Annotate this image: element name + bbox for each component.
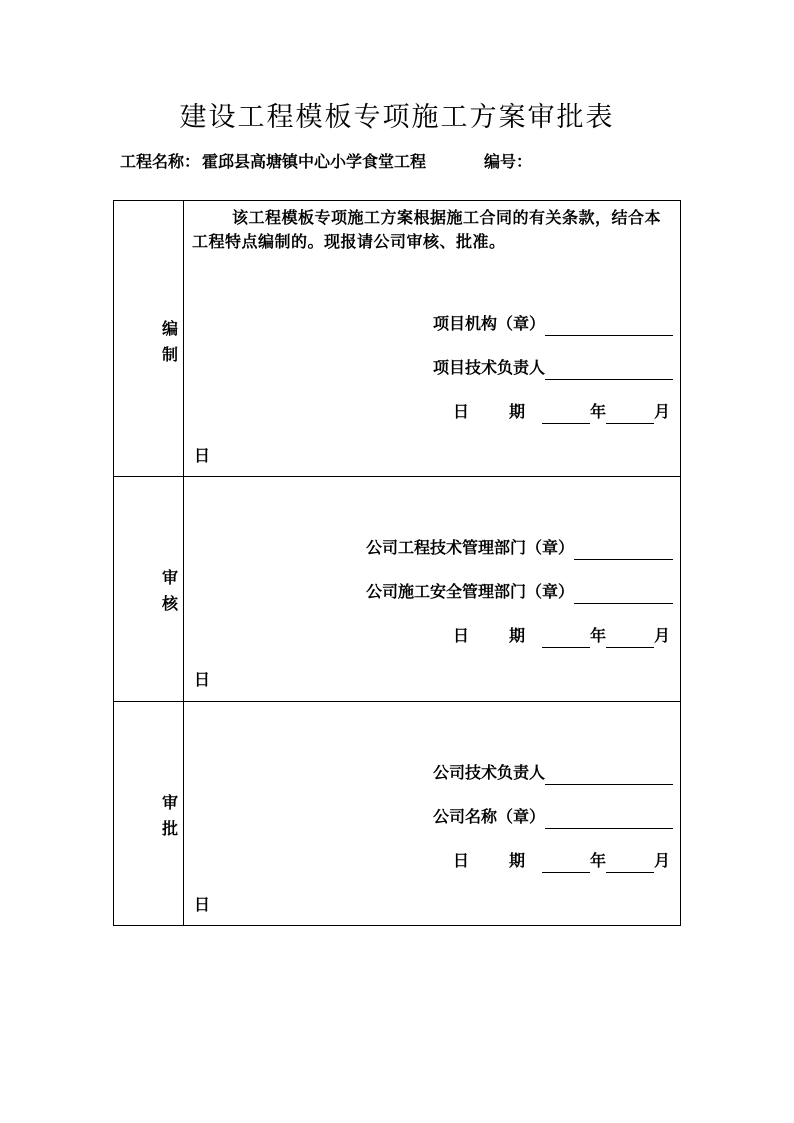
approve-sig-1-label: 公司技术负责人 [432, 763, 545, 782]
approve-company-name-signature [433, 805, 673, 829]
date-year-label: 年 [589, 626, 606, 645]
compile-label [160, 316, 180, 368]
review-year-blank[interactable] [542, 629, 590, 648]
approve-label-cell [114, 702, 184, 926]
review-sig-2-blank[interactable] [574, 585, 673, 604]
approve-content-cell [184, 702, 680, 926]
compile-paragraph: 该工程模板专项施工方案根据施工合同的有关条款，结合本工程特点编制的。现报请公司审核、批准。 [192, 208, 662, 251]
approve-year-blank[interactable] [542, 854, 590, 873]
review-sig-2-label: 公司施工安全管理部门（章） [365, 582, 574, 601]
compile-tech-lead-signature [433, 356, 673, 380]
compile-month-blank[interactable] [606, 405, 654, 424]
compile-label-char-2: 制 [161, 345, 178, 364]
review-section [114, 477, 680, 702]
form-title: 建设工程模板专项施工方案审批表 [179, 102, 615, 133]
compile-label-char-1: 编 [161, 319, 178, 338]
compile-day-label: 日 [194, 446, 211, 465]
approve-month-blank[interactable] [606, 854, 654, 873]
approve-label-char-1: 审 [161, 793, 178, 812]
compile-sig-1-label: 项目机构（章） [432, 314, 545, 333]
review-safety-dept-signature [366, 580, 673, 604]
date-month-label: 月 [653, 402, 670, 421]
review-sig-1-label: 公司工程技术管理部门（章） [365, 538, 574, 557]
review-label-char-1: 审 [161, 568, 178, 587]
project-info-line [120, 150, 532, 174]
date-month-label: 月 [653, 626, 670, 645]
date-qi-label: 期 [508, 626, 525, 645]
serial-number-label: 编号： [484, 152, 533, 171]
approve-sig-2-label: 公司名称（章） [432, 807, 545, 826]
review-tech-dept-signature [366, 536, 673, 560]
review-label-char-2: 核 [161, 594, 178, 613]
approve-tech-lead-signature [433, 761, 673, 785]
compile-project-org-signature [433, 312, 673, 336]
compile-sig-1-blank[interactable] [545, 317, 673, 336]
date-year-label: 年 [589, 402, 606, 421]
review-sig-1-blank[interactable] [574, 541, 673, 560]
compile-sig-2-label: 项目技术负责人 [432, 358, 545, 377]
date-ri-label: 日 [452, 851, 469, 870]
compile-content-cell [184, 201, 680, 476]
review-month-blank[interactable] [606, 629, 654, 648]
review-label-cell [114, 477, 184, 701]
project-name-label: 工程名称： [120, 152, 201, 171]
date-qi-label: 期 [508, 851, 525, 870]
compile-section [114, 201, 680, 477]
approve-sig-1-blank[interactable] [545, 766, 673, 785]
date-year-label: 年 [589, 851, 606, 870]
compile-date-line [453, 400, 670, 424]
approve-label [160, 790, 180, 842]
review-day-label: 日 [194, 670, 211, 689]
approve-day-label: 日 [194, 895, 211, 914]
date-qi-label: 期 [508, 402, 525, 421]
approve-date-line [453, 849, 670, 873]
project-name-value: 霍邱县高塘镇中心小学食堂工程 [202, 152, 427, 171]
approve-sig-2-blank[interactable] [545, 810, 673, 829]
review-content-cell [184, 477, 680, 701]
approve-label-char-2: 批 [161, 819, 178, 838]
compile-label-cell [114, 201, 184, 476]
compile-year-blank[interactable] [542, 405, 590, 424]
compile-sig-2-blank[interactable] [545, 361, 673, 380]
approval-table [113, 200, 681, 926]
date-ri-label: 日 [452, 402, 469, 421]
review-label [160, 565, 180, 617]
approve-section [114, 702, 680, 926]
review-date-line [453, 624, 670, 648]
date-month-label: 月 [653, 851, 670, 870]
date-ri-label: 日 [452, 626, 469, 645]
